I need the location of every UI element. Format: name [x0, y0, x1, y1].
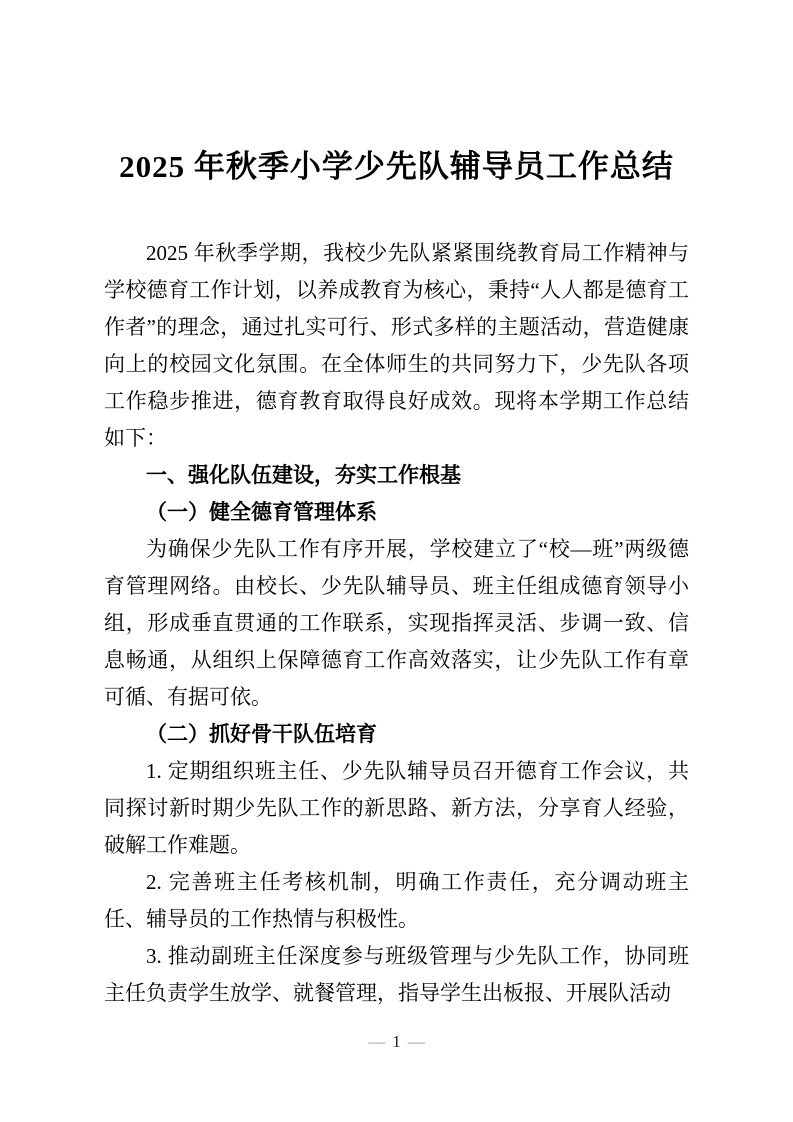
paragraph-item-2: 2. 完善班主任考核机制，明确工作责任，充分调动班主任、辅导员的工作热情与积极性。 [104, 870, 689, 931]
paragraph-body: 为确保少先队工作有序开展，学校建立了“校—班”两级德育管理网络。由校长、少先队辅导员、班主任组成德育领导小组，形成垂直贯通的工作联系，实现指挥灵活、步调一致、信息畅通，从组织上保障德育工作高效落实，让少先队工作有章可循、有据可依。 [104, 537, 689, 709]
paragraph-item-1: 1. 定期组织班主任、少先队辅导员召开德育工作会议，共同探讨新时期少先队工作的新思路、新方法，分享育人经验，破解工作难题。 [104, 759, 689, 857]
page-footer [0, 1030, 793, 1054]
footer-dash-right: — [407, 1032, 425, 1051]
subsection-heading-1-1: （一）健全德育管理体系 [146, 500, 377, 524]
section-heading-1: 一、强化队伍建设，夯实工作根基 [146, 463, 461, 487]
paragraph-item-3: 3. 推动副班主任深度参与班级管理与少先队工作，协同班主任负责学生放学、就餐管理，指导学生出板报、开展队活动 [104, 944, 689, 1005]
footer-dash-left: — [368, 1032, 386, 1051]
page-number: 1 [392, 1032, 401, 1051]
subsection-heading-1-2: （二）抓好骨干队伍培育 [146, 722, 377, 746]
document-content [0, 145, 793, 1012]
paragraph-intro: 2025 年秋季学期，我校少先队紧紧围绕教育局工作精神与学校德育工作计划，以养成教育为核心，秉持“人人都是德育工作者”的理念，通过扎实可行、形式多样的主题活动，营造健康向上的校园文化氛围。在全体师生的共同努力下，少先队各项工作稳步推进，德育教育取得良好成效。现将本学期工作总结如下： [104, 241, 689, 450]
document-title: 2025 年秋季小学少先队辅导员工作总结 [119, 149, 674, 184]
